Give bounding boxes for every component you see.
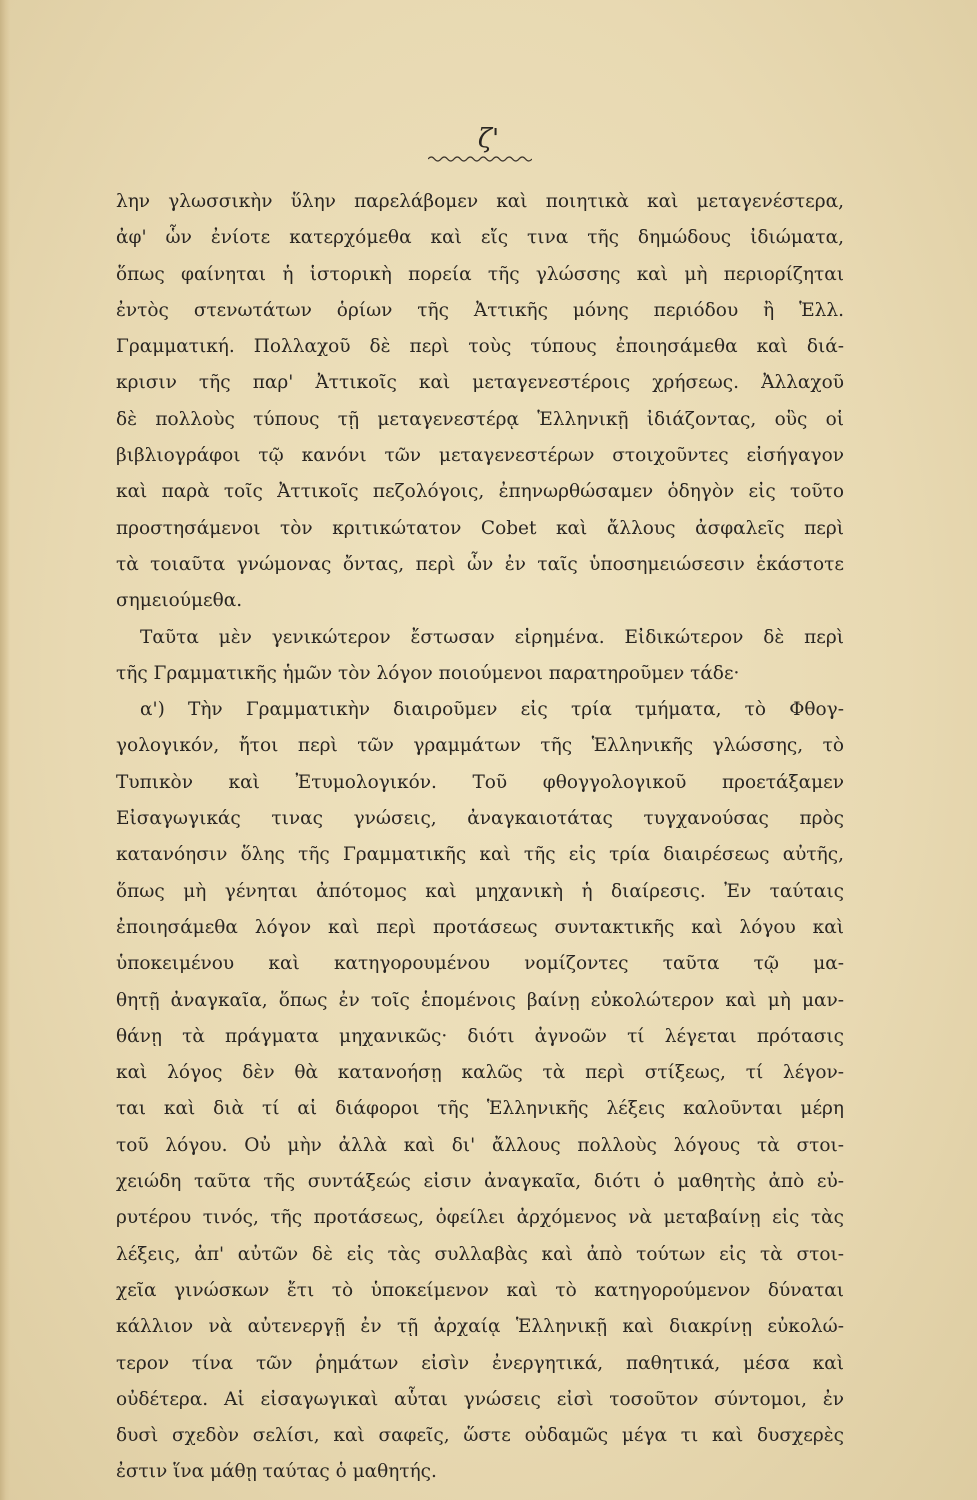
text-line: Γραμματική. Πολλαχοῦ δὲ περὶ τοὺς τύπους ἐποιησάμεθα καὶ διά- — [116, 336, 844, 358]
text-line: ὅπως μὴ γένηται ἀπότομος καὶ μηχανικὴ ἡ διαίρεσις. Ἐν ταύταις — [116, 880, 844, 902]
text-line: βιβλιογράφοι τῷ κανόνι τῶν μεταγενεστέρων στοιχοῦντες εἰσήγαγον — [116, 445, 844, 467]
text-line: ἀφ' ὧν ἐνίοτε κατερχόμεθα καὶ εἴς τινα τῆς δημώδους ἰδιώματα, — [116, 227, 844, 249]
text-line: ἐποιησάμεθα λόγον καὶ περὶ προτάσεως συντακτικῆς καὶ λόγου καὶ — [116, 916, 844, 938]
wavy-rule-ornament — [428, 154, 532, 164]
text-line: προστησάμενοι τὸν κριτικώτατον Cobet καὶ ἄλλους ἀσφαλεῖς περὶ — [116, 517, 844, 539]
text-line: γολογικόν, ἤτοι περὶ τῶν γραμμάτων τῆς Ἑλληνικῆς γλώσσης, τὸ — [116, 735, 844, 757]
text-line: Ταῦτα μὲν γενικώτερον ἔστωσαν εἰρημένα. Εἰδικώτερον δὲ περὶ — [140, 626, 844, 648]
binding-edge — [0, 0, 10, 1500]
text-line: τοῦ λόγου. Οὐ μὴν ἀλλὰ καὶ δι' ἄλλους πολλοὺς λόγους τὰ στοι- — [116, 1134, 844, 1156]
text-line: α') Τὴν Γραμματικὴν διαιροῦμεν εἰς τρία τμήματα, τὸ Φθογ- — [140, 699, 844, 721]
text-line: καὶ λόγος δὲν θὰ κατανοήσῃ καλῶς τὰ περὶ στίξεως, τί λέγον- — [116, 1062, 844, 1084]
text-line: τὰ τοιαῦτα γνώμονας ὄντας, περὶ ὧν ἐν ταῖς ὑποσημειώσεσιν ἑκάστοτε — [116, 553, 844, 575]
text-line: Εἰσαγωγικάς τινας γνώσεις, ἀναγκαιοτάτας τυγχανούσας πρὸς — [116, 808, 844, 830]
text-line: τῆς Γραμματικῆς ἡμῶν τὸν λόγον ποιούμενοι παρατηροῦμεν τάδε· — [116, 662, 740, 684]
text-line: οὐδέτερα. Αἱ εἰσαγωγικαὶ αὗται γνώσεις εἰσὶ τοσοῦτον σύντομοι, ἐν — [116, 1388, 844, 1410]
text-line: κατανόησιν ὅλης τῆς Γραμματικῆς καὶ τῆς εἰς τρία διαιρέσεως αὐτῆς, — [116, 844, 844, 866]
text-line: δὲ πολλοὺς τύπους τῇ μεταγενεστέρᾳ Ἑλληνικῇ ἰδιάζοντας, οὓς οἱ — [116, 408, 844, 430]
text-line: καὶ παρὰ τοῖς Ἀττικοῖς πεζολόγοις, ἐπηνωρθώσαμεν ὁδηγὸν εἰς τοῦτο — [116, 481, 844, 503]
text-line: ὑποκειμένου καὶ κατηγορουμένου νομίζοντες ταῦτα τῷ μα- — [116, 953, 844, 975]
text-line: ἐστιν ἵνα μάθῃ ταύτας ὁ μαθητής. — [116, 1461, 437, 1483]
text-line: χεῖα γινώσκων ἔτι τὸ ὑποκείμενον καὶ τὸ κατηγορούμενον δύναται — [116, 1279, 844, 1301]
text-line: λέξεις, ἀπ' αὐτῶν δὲ εἰς τὰς συλλαβὰς καὶ ἀπὸ τούτων εἰς τὰ στοι- — [116, 1243, 844, 1265]
text-line: τερον τίνα τῶν ῥημάτων εἰσὶν ἐνεργητικά, παθητικά, μέσα καὶ — [116, 1352, 844, 1374]
text-line: ρυτέρου τινός, τῆς προτάσεως, ὀφείλει ἀρχόμενος νὰ μεταβαίνῃ εἰς τὰς — [116, 1207, 844, 1229]
text-line: ἐντὸς στενωτάτων ὁρίων τῆς Ἀττικῆς μόνης περιόδου ἢ Ἑλλ. — [116, 299, 844, 321]
text-line: δυσὶ σχεδὸν σελίσι, καὶ σαφεῖς, ὥστε οὐδαμῶς μέγα τι καὶ δυσχερὲς — [116, 1425, 844, 1447]
text-line: κρισιν τῆς παρ' Ἀττικοῖς καὶ μεταγενεστέροις χρήσεως. Ἀλλαχοῦ — [116, 372, 844, 394]
text-line: Τυπικὸν καὶ Ἐτυμολογικόν. Τοῦ φθογγολογικοῦ προετάξαμεν — [116, 771, 844, 793]
page-number: ζ' — [477, 124, 500, 154]
text-line: σημειούμεθα. — [116, 590, 243, 612]
text-line: χειώδη ταῦτα τῆς συντάξεώς εἰσιν ἀναγκαῖα, διότι ὁ μαθητὴς ἀπὸ εὐ- — [116, 1171, 844, 1193]
text-line: ὅπως φαίνηται ἡ ἱστορικὴ πορεία τῆς γλώσσης καὶ μὴ περιορίζηται — [116, 263, 844, 285]
body-text — [116, 184, 844, 1491]
text-line: θάνῃ τὰ πράγματα μηχανικῶς· διότι ἀγνοῶν τί λέγεται πρότασις — [116, 1025, 844, 1047]
text-line: ται καὶ διὰ τί αἱ διάφοροι τῆς Ἑλληνικῆς λέξεις καλοῦνται μέρη — [116, 1098, 844, 1120]
text-line: θητῇ ἀναγκαῖα, ὅπως ἐν τοῖς ἑπομένοις βαίνῃ εὐκολώτερον καὶ μὴ μαν- — [116, 989, 844, 1011]
text-line: λην γλωσσικὴν ὕλην παρελάβομεν καὶ ποιητικὰ καὶ μεταγενέστερα, — [116, 191, 844, 212]
text-line: κάλλιον νὰ αὐτενεργῇ ἐν τῇ ἀρχαίᾳ Ἑλληνικῇ καὶ διακρίνῃ εὐκολώ- — [116, 1316, 844, 1338]
